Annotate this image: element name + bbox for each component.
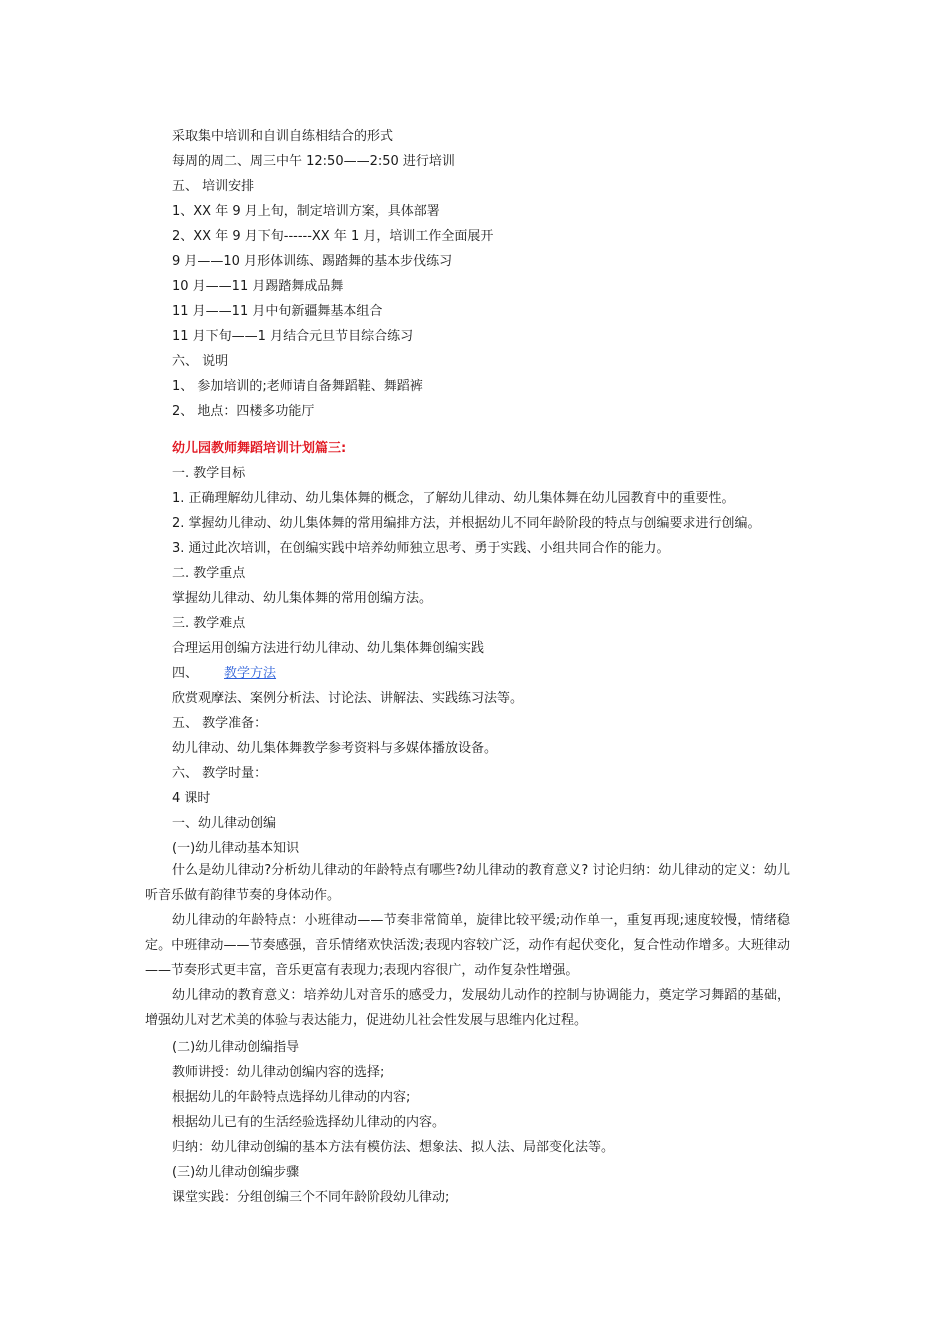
text-line: 11 月下旬——1 月结合元旦节目综合练习 <box>172 329 414 344</box>
text-line: 一. 教学目标 <box>172 466 246 481</box>
text-line <box>172 666 276 682</box>
text-line: 欣赏观摩法、案例分析法、讨论法、讲解法、实践练习法等。 <box>172 691 524 706</box>
text-line: 掌握幼儿律动、幼儿集体舞的常用创编方法。 <box>172 591 433 606</box>
paragraph: 幼儿律动的教育意义：培养幼儿对音乐的感受力，发展幼儿动作的控制与协调能力，奠定学习舞蹈的基础，增强幼儿对艺术美的体验与表达能力，促进幼儿社会性发展与思维内化过程。 <box>145 988 790 1028</box>
text-line: (二)幼儿律动创编指导 <box>172 1040 300 1055</box>
paragraph: 幼儿律动的年龄特点：小班律动——节奏非常简单，旋律比较平缓;动作单一，重复再现;速度较慢，情绪稳定。中班律动——节奏感强，音乐情绪欢快活泼;表现内容较广泛，动作有起伏变化，复合性动作增多。大班律动——节奏形式更丰富，音乐更富有表现力;表现内容很广，动作复杂性增强。 <box>145 913 790 978</box>
text-line: 2、 地点：四楼多功能厅 <box>172 404 315 419</box>
text-line: 11 月——11 月中旬新疆舞基本组合 <box>172 304 383 319</box>
paragraph: 什么是幼儿律动?分析幼儿律动的年龄特点有哪些?幼儿律动的教育意义? 讨论归纳：幼儿律动的定义：幼儿听音乐做有韵律节奏的身体动作。 <box>145 863 790 903</box>
text-line: 1. 正确理解幼儿律动、幼儿集体舞的概念，了解幼儿律动、幼儿集体舞在幼儿园教育中的重要性。 <box>172 491 735 506</box>
text-line: 3. 通过此次培训，在创编实践中培养幼师独立思考、勇于实践、小组共同合作的能力。 <box>172 541 670 556</box>
text-line: 五、 培训安排 <box>172 179 255 194</box>
text-line: 根据幼儿已有的生活经验选择幼儿律动的内容。 <box>172 1115 446 1130</box>
text-line: 课堂实践：分组创编三个不同年龄阶段幼儿律动; <box>172 1190 450 1205</box>
text-line: 归纳：幼儿律动创编的基本方法有模仿法、想象法、拟人法、局部变化法等。 <box>172 1140 615 1155</box>
text-line: 教师讲授：幼儿律动创编内容的选择; <box>172 1065 385 1080</box>
text-line: (三)幼儿律动创编步骤 <box>172 1165 300 1180</box>
text-line: 五、 教学准备： <box>172 716 268 731</box>
text-line: 9 月——10 月形体训练、踢踏舞的基本步伐练习 <box>172 254 453 269</box>
text-line: 二. 教学重点 <box>172 566 246 581</box>
text-line: 合理运用创编方法进行幼儿律动、幼儿集体舞创编实践 <box>172 641 485 656</box>
text-line: 2. 掌握幼儿律动、幼儿集体舞的常用编排方法，并根据幼儿不同年龄阶段的特点与创编要求进行创编。 <box>172 516 761 531</box>
list-number: 四、 <box>172 666 199 681</box>
text-line: 4 课时 <box>172 791 211 806</box>
text-line: 2、XX 年 9 月下旬------XX 年 1 月，培训工作全面展开 <box>172 229 494 244</box>
text-line: 一、幼儿律动创编 <box>172 816 277 831</box>
text-line: 幼儿律动、幼儿集体舞教学参考资料与多媒体播放设备。 <box>172 741 498 756</box>
text-line: 1、 参加培训的;老师请自备舞蹈鞋、舞蹈裤 <box>172 379 423 394</box>
section-heading: 幼儿园教师舞蹈培训计划篇三: <box>172 441 347 456</box>
text-line: 每周的周二、周三中午 12:50——2:50 进行培训 <box>172 154 455 169</box>
teaching-method-link[interactable]: 教学方法 <box>224 666 277 681</box>
text-line: 六、 教学时量： <box>172 766 268 781</box>
text-line: 采取集中培训和自训自练相结合的形式 <box>172 129 394 144</box>
text-line: 1、XX 年 9 月上旬，制定培训方案，具体部署 <box>172 204 440 219</box>
text-line: 根据幼儿的年龄特点选择幼儿律动的内容; <box>172 1090 411 1105</box>
text-line: 10 月——11 月踢踏舞成品舞 <box>172 279 344 294</box>
text-line: 六、 说明 <box>172 354 229 369</box>
text-line: 三. 教学难点 <box>172 616 246 631</box>
text-line: (一)幼儿律动基本知识 <box>172 841 300 856</box>
